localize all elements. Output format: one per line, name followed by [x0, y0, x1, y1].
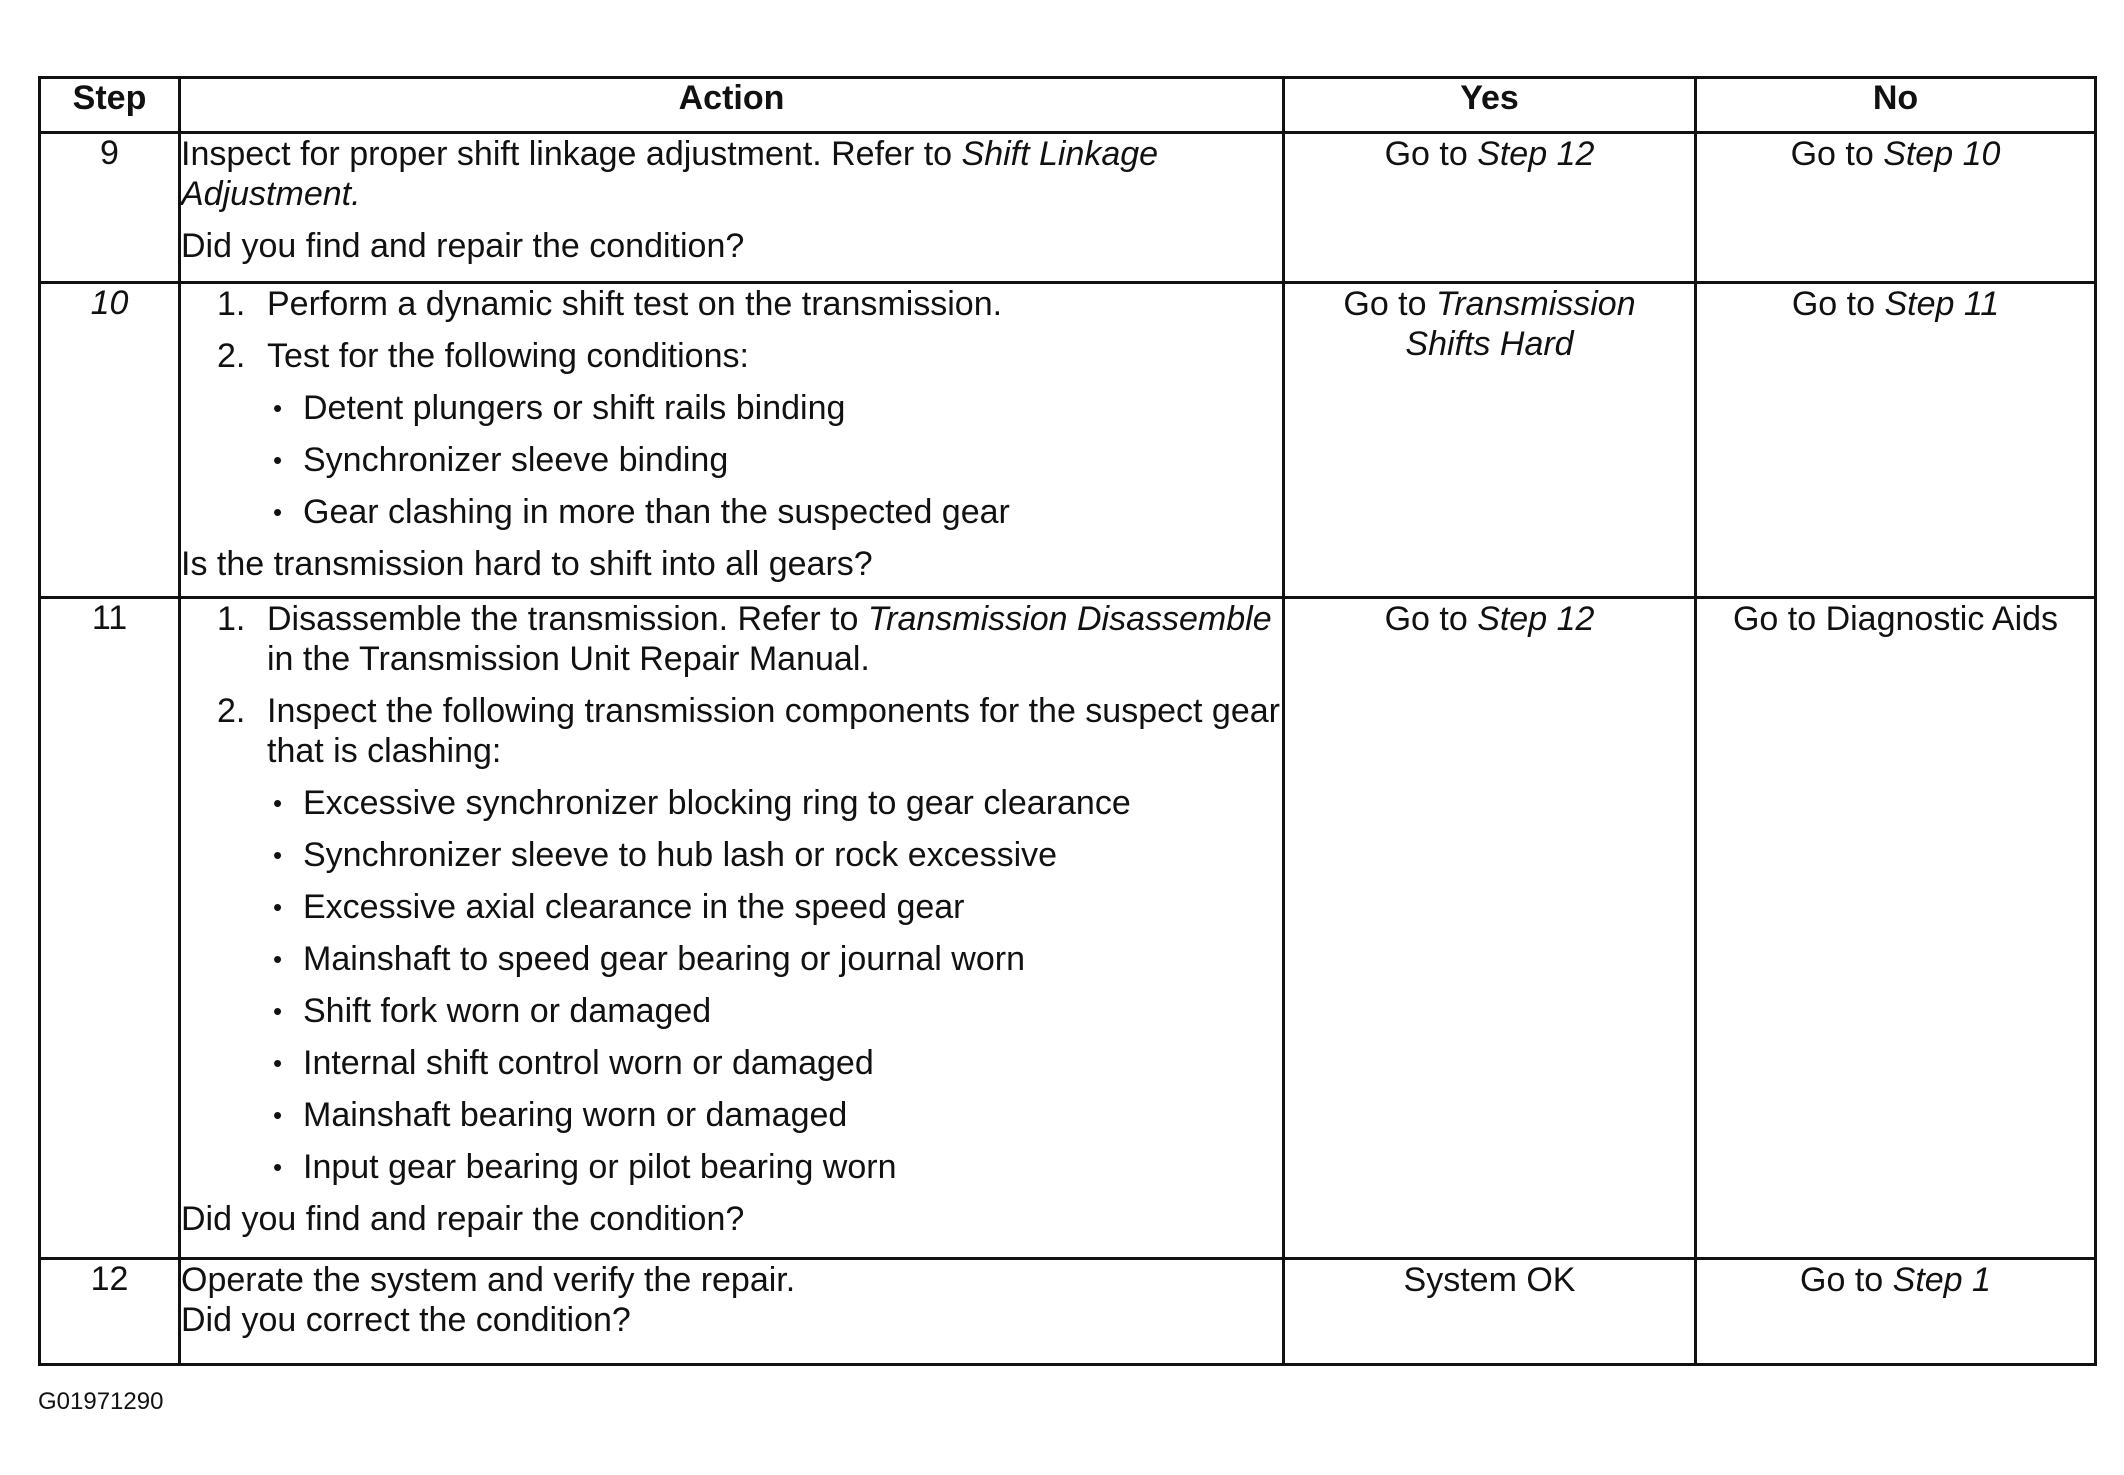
- step-number: 10: [40, 283, 180, 598]
- no-prefix: Go to: [1790, 135, 1884, 173]
- item-text: Perform a dynamic shift test on the transmission.: [267, 285, 1003, 323]
- bullet-item: [181, 835, 1282, 875]
- header-action: Action: [180, 78, 1284, 133]
- bullet-icon: •: [273, 393, 283, 423]
- bullet-item: [181, 887, 1282, 927]
- item-text: Test for the following conditions:: [267, 337, 749, 375]
- item-number: 1.: [217, 285, 246, 323]
- reference-link: Transmission Disassemble: [867, 600, 1272, 638]
- bullet-text: Excessive synchronizer blocking ring to gear clearance: [303, 784, 1131, 822]
- reference-link: Shift Linkage Adjustment.: [181, 135, 1159, 213]
- no-cell: [1696, 133, 2096, 283]
- no-prefix: Go to: [1800, 1261, 1893, 1299]
- no-step-ref: Step 1: [1892, 1261, 1991, 1299]
- bullet-icon: •: [273, 1048, 283, 1078]
- step-number: 9: [40, 133, 180, 283]
- header-row: [40, 78, 2096, 133]
- item-text: Inspect the following transmission components for the suspect gear that is clashing:: [267, 692, 1280, 770]
- bullet-icon: •: [273, 788, 283, 818]
- bullet-icon: •: [273, 944, 283, 974]
- no-cell: [1696, 598, 2096, 1259]
- action-question: Is the transmission hard to shift into all gears?: [181, 545, 873, 583]
- yes-cell: [1284, 598, 1696, 1259]
- table-row-step-9: [40, 133, 2096, 283]
- header-yes: Yes: [1284, 78, 1696, 133]
- bullet-item: [181, 1095, 1282, 1135]
- yes-ref-line2: Shifts Hard: [1405, 325, 1574, 363]
- step-number: 12: [40, 1259, 180, 1365]
- numbered-item: [181, 599, 1282, 679]
- action-question: Did you correct the condition?: [181, 1301, 631, 1339]
- item-text: [267, 599, 1282, 679]
- action-cell: [180, 283, 1284, 598]
- action-instruction: [181, 134, 1282, 214]
- yes-text: System OK: [1403, 1261, 1576, 1299]
- no-prefix: Go to: [1791, 285, 1885, 323]
- bullet-text: Internal shift control worn or damaged: [303, 1044, 874, 1082]
- header-no: No: [1696, 78, 2096, 133]
- no-text: Go to Diagnostic Aids: [1732, 600, 2059, 638]
- diagnostic-table: [38, 76, 2097, 1366]
- bullet-item: [181, 783, 1282, 823]
- yes-prefix: Go to: [1343, 285, 1436, 323]
- yes-cell: [1284, 283, 1696, 598]
- bullet-icon: •: [273, 1152, 283, 1182]
- action-cell: [180, 133, 1284, 283]
- action-cell: [180, 598, 1284, 1259]
- no-cell: [1696, 1259, 2096, 1365]
- action-cell: [180, 1259, 1284, 1365]
- item-text-plain: Disassemble the transmission. Refer to: [267, 600, 868, 638]
- figure-id: G01971290: [38, 1388, 164, 1415]
- item-text-tail: in the Transmission Unit Repair Manual.: [267, 640, 870, 678]
- item-number: 2.: [217, 337, 246, 375]
- no-cell: [1696, 283, 2096, 598]
- bullet-item: [181, 388, 1282, 428]
- yes-prefix: Go to: [1384, 600, 1478, 638]
- bullet-item: [181, 1147, 1282, 1187]
- instruction-text: Inspect for proper shift linkage adjustment. Refer to: [181, 135, 962, 173]
- bullet-text: Mainshaft bearing worn or damaged: [303, 1096, 848, 1134]
- bullet-item: [181, 440, 1282, 480]
- bullet-icon: •: [273, 892, 283, 922]
- table-row-step-11: [40, 598, 2096, 1259]
- bullet-icon: •: [273, 996, 283, 1026]
- yes-prefix: Go to: [1384, 135, 1478, 173]
- yes-cell: [1284, 1259, 1696, 1365]
- numbered-item: [181, 336, 1282, 376]
- bullet-text: Shift fork worn or damaged: [303, 992, 712, 1030]
- bullet-text: Mainshaft to speed gear bearing or journal worn: [303, 940, 1025, 978]
- numbered-item: [181, 284, 1282, 324]
- bullet-text: Synchronizer sleeve to hub lash or rock excessive: [303, 836, 1058, 874]
- bullet-text: Input gear bearing or pilot bearing worn: [303, 1148, 897, 1186]
- item-number: 1.: [217, 600, 246, 638]
- header-step: Step: [40, 78, 180, 133]
- bullet-text: Gear clashing in more than the suspected gear: [303, 493, 1010, 531]
- item-number: 2.: [217, 692, 246, 730]
- bullet-item: [181, 1043, 1282, 1083]
- action-question: Did you find and repair the condition?: [181, 1200, 745, 1238]
- bullet-icon: •: [273, 840, 283, 870]
- no-step-ref: Step 11: [1884, 285, 2000, 323]
- step-number: 11: [40, 598, 180, 1259]
- action-question: Did you find and repair the condition?: [181, 227, 745, 265]
- no-step-ref: Step 10: [1883, 135, 2001, 173]
- table-row-step-10: [40, 283, 2096, 598]
- bullet-icon: •: [273, 445, 283, 475]
- yes-cell: [1284, 133, 1696, 283]
- yes-step-ref: Step 12: [1477, 600, 1595, 638]
- yes-step-ref: Step 12: [1477, 135, 1595, 173]
- yes-ref-line1: Transmission: [1435, 285, 1636, 323]
- bullet-item: [181, 991, 1282, 1031]
- bullet-item: [181, 939, 1282, 979]
- bullet-icon: •: [273, 497, 283, 527]
- table-row-step-12: [40, 1259, 2096, 1365]
- action-instruction: Operate the system and verify the repair.: [181, 1261, 796, 1299]
- bullet-item: [181, 492, 1282, 532]
- bullet-text: Detent plungers or shift rails binding: [303, 389, 846, 427]
- bullet-text: Synchronizer sleeve binding: [303, 441, 729, 479]
- numbered-item: [181, 691, 1282, 771]
- bullet-icon: •: [273, 1100, 283, 1130]
- bullet-text: Excessive axial clearance in the speed gear: [303, 888, 965, 926]
